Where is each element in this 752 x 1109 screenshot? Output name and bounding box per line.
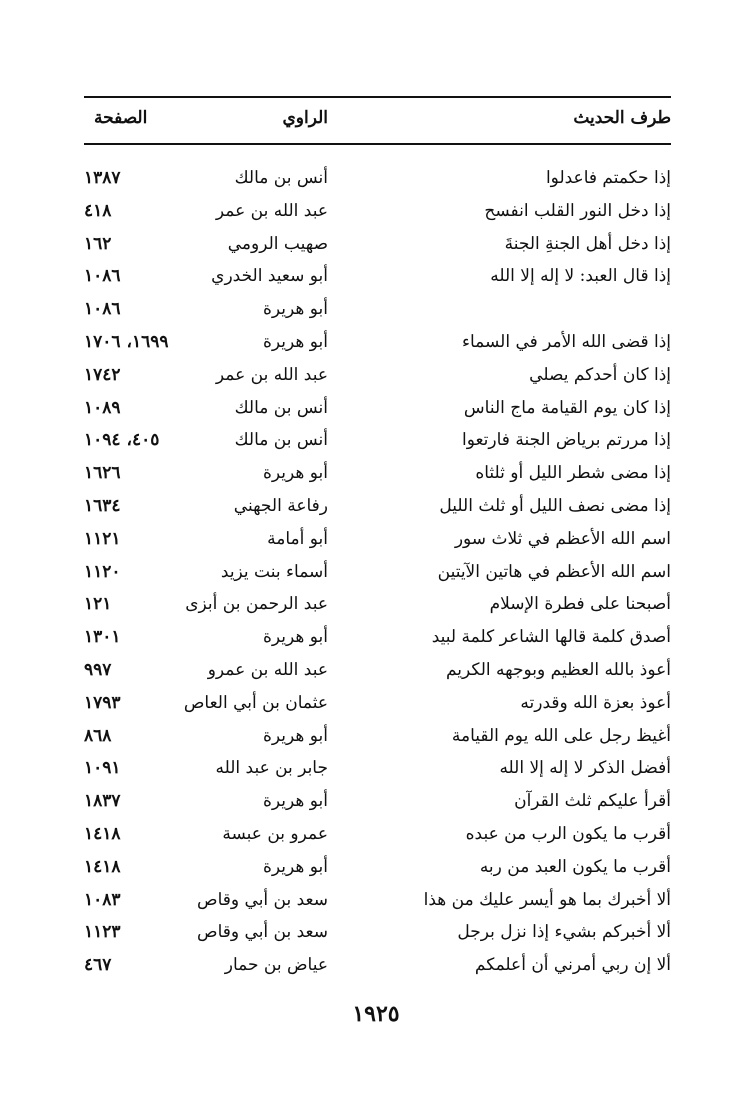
hadith-cell: إذا كان يوم القيامة ماج الناس [463,397,671,418]
hadith-cell: إذا قال العبد: لا إله إلا الله [490,266,671,287]
table-row [84,490,671,523]
hadith-cell: أقرب ما يكون العبد من ربه [479,856,671,877]
page-cell: ١٠٩١ [84,758,121,779]
narrator-cell: سعد بن أبي وقاص [197,922,328,943]
page-cell: ١٦٣٤ [84,495,121,516]
narrator-cell: عثمان بن أبي العاص [183,692,328,713]
narrator-cell: أنس بن مالك [234,430,328,451]
page-cell: ٤١٨ [84,200,112,221]
column-header-hadith: طرف الحديث [573,108,671,128]
table-row [84,621,671,654]
page-cell: ١٠٨٦ [84,299,121,320]
table-row [84,228,671,261]
hadith-cell: اسم الله الأعظم في ثلاث سور [454,528,671,549]
table-row [84,326,671,359]
page-cell: ١٠٨٩ [84,397,121,418]
page-cell: ١٤١٨ [84,823,121,844]
table-row [84,162,671,195]
hadith-cell: اسم الله الأعظم في هاتين الآيتين [437,561,671,582]
narrator-cell: أبو هريرة [262,725,328,746]
table-row [84,556,671,589]
table-row [84,195,671,228]
hadith-cell: إذا قضى الله الأمر في السماء [462,331,671,352]
hadith-cell: ألا أخبرك بما هو أيسر عليك من هذا [423,889,671,910]
hadith-cell: إذا دخل النور القلب انفسح [484,200,671,221]
table-row [84,260,671,293]
hadith-cell: أصبحنا على فطرة الإسلام [489,594,671,615]
table-row [84,851,671,884]
table-row [84,720,671,753]
column-header-page: الصفحة [94,108,148,128]
narrator-cell: عبد الرحمن بن أبزى [185,594,328,615]
narrator-cell: أبو هريرة [262,331,328,352]
hadith-cell: ألا أخبركم بشيء إذا نزل برجل [457,922,671,943]
page-cell: ٤٦٧ [84,955,112,976]
hadith-cell: أعوذ بعزة الله وقدرته [520,692,671,713]
hadith-cell: أعوذ بالله العظيم وبوجهه الكريم [445,659,671,680]
table-row [84,687,671,720]
page-cell: ٤٠٥، ١٠٩٤ [84,430,160,451]
narrator-cell: عبد الله بن عمر [215,200,328,221]
hadith-cell: أفضل الذكر لا إله إلا الله [499,758,671,779]
narrator-cell: أبو هريرة [262,856,328,877]
table-row [84,293,671,326]
page-cell: ١١٢٣ [84,922,121,943]
table-row [84,424,671,457]
hadith-cell: أصدق كلمة قالها الشاعر كلمة لبيد [431,627,671,648]
page-cell: ١٣٨٧ [84,168,121,188]
table-row [84,884,671,917]
hadith-cell: أغيظ رجل على الله يوم القيامة [451,725,671,746]
page-cell: ٩٩٧ [84,659,112,680]
hadith-cell: أقرب ما يكون الرب من عبده [465,823,671,844]
table-row [84,916,671,949]
hadith-cell: إذا كان أحدكم يصلي [529,364,671,385]
narrator-cell: صهيب الرومي [227,233,328,254]
narrator-cell: أسماء بنت يزيد [220,561,328,582]
page-cell: ١٦٢٦ [84,463,121,484]
hadith-cell: إذا مضى نصف الليل أو ثلث الليل [439,495,671,516]
narrator-cell: جابر بن عبد الله [215,758,328,779]
table-row [84,359,671,392]
narrator-cell: عبد الله بن عمرو [207,659,328,680]
narrator-cell: أبو أمامة [267,528,328,549]
page-cell: ١٦٢ [84,233,112,254]
narrator-cell: أبو هريرة [262,627,328,648]
narrator-cell: عياض بن حمار [224,955,328,976]
page-cell: ١٧٩٣ [84,692,121,713]
top-rule [84,96,671,98]
table-row [84,588,671,621]
narrator-cell: أبو هريرة [262,791,328,812]
page-cell: ١١٢١ [84,528,121,549]
page-cell: ١٠٨٦ [84,266,121,287]
narrator-cell: أبو هريرة [262,299,328,320]
narrator-cell: أبو هريرة [262,463,328,484]
hadith-cell: إذا مررتم برياض الجنة فارتعوا [461,430,671,451]
table-row [84,523,671,556]
hadith-cell: ألا إن ربي أمرني أن أعلمكم [474,955,671,976]
narrator-cell: أنس بن مالك [234,168,328,188]
table-header [84,100,671,140]
page-cell: ١١٢٠ [84,561,121,582]
table-row [84,654,671,687]
table-row [84,752,671,785]
narrator-cell: سعد بن أبي وقاص [197,889,328,910]
narrator-cell: عبد الله بن عمر [215,364,328,385]
page-cell: ١٢١ [84,594,112,615]
page-cell: ١٨٣٧ [84,791,121,812]
narrator-cell: أنس بن مالك [234,397,328,418]
page-number: ١٩٢٥ [352,1001,400,1027]
page-cell: ٨٦٨ [84,725,112,746]
page-cell: ١٦٩٩، ١٧٠٦ [84,331,169,352]
page-cell: ١٤١٨ [84,856,121,877]
page-cell: ١٣٠١ [84,627,121,648]
hadith-cell: إذا دخل أهل الجنةِ الجنةَ [504,233,671,254]
column-header-narrator: الراوي [282,108,328,128]
page-cell: ١٠٨٣ [84,889,121,910]
table-row [84,457,671,490]
table-row [84,785,671,818]
hadith-cell: إذا مضى شطر الليل أو ثلثاه [475,463,671,484]
hadith-cell: إذا حكمتم فاعدلوا [545,168,671,188]
table-row [84,818,671,851]
index-table-body [84,162,671,982]
narrator-cell: رفاعة الجهني [233,495,328,516]
narrator-cell: عمرو بن عبسة [222,823,328,844]
header-rule [84,143,671,145]
narrator-cell: أبو سعيد الخدري [211,266,328,287]
table-row [84,392,671,425]
hadith-cell: أقرأ عليكم ثلث القرآن [514,791,671,812]
table-row [84,949,671,982]
page-cell: ١٧٤٢ [84,364,121,385]
